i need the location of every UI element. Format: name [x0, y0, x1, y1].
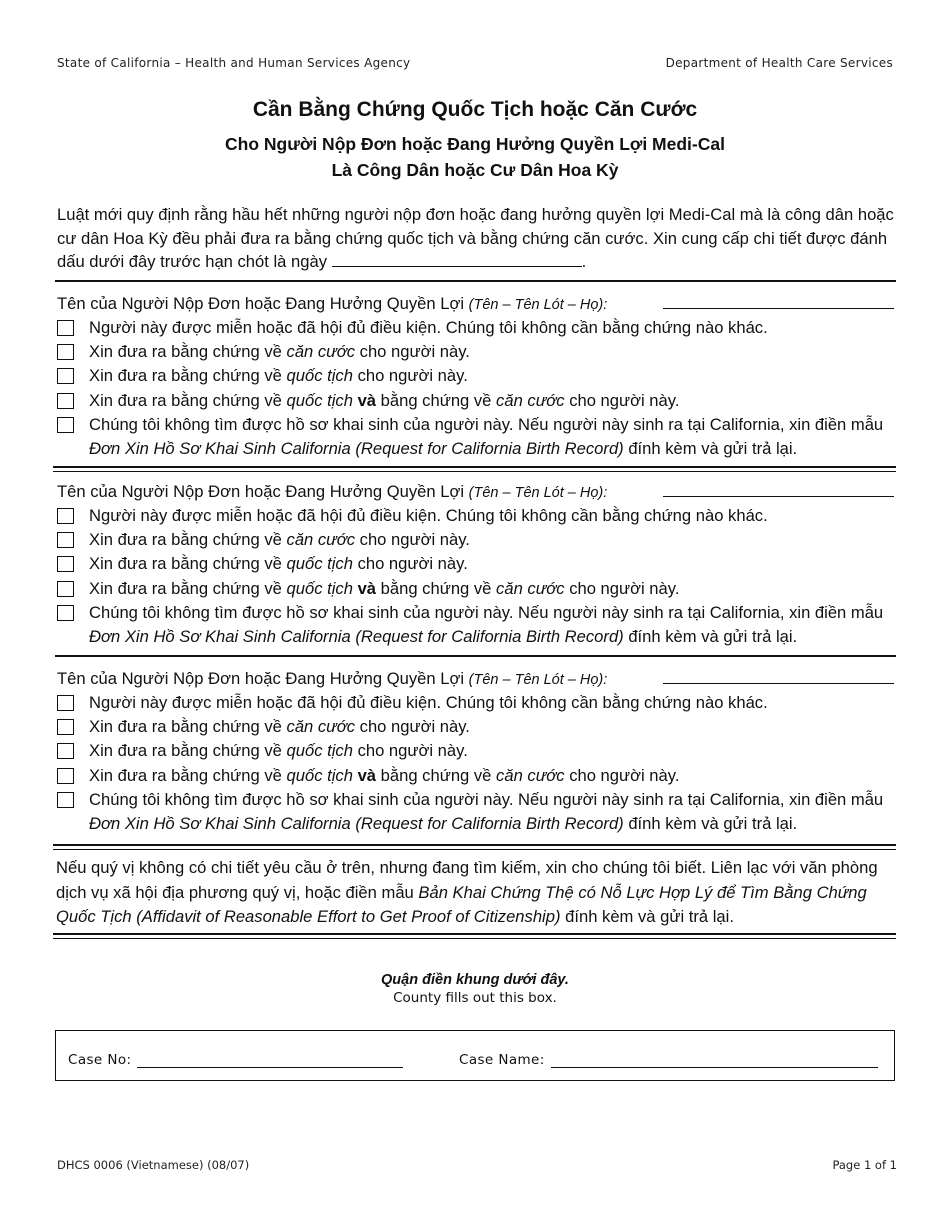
- option-text: Xin đưa ra bằng chứng về: [89, 554, 282, 574]
- applicant-name-hint: (Tên – Tên Lót – Họ):: [468, 485, 608, 501]
- option-bold: và: [357, 765, 377, 785]
- county-instruction-vi: Quận điền khung dưới đây.: [381, 972, 569, 988]
- option-emphasis: quốc tịch: [286, 554, 353, 574]
- option-text: bằng chứng về: [380, 578, 492, 598]
- case-no-field[interactable]: [137, 1067, 403, 1068]
- option-text: cho người này.: [357, 554, 468, 574]
- option-emphasis: quốc tịch: [286, 765, 353, 785]
- checkbox-identity[interactable]: [57, 532, 74, 548]
- checkbox-exempt[interactable]: [57, 508, 74, 524]
- option-text: Xin đưa ra bằng chứng về: [89, 741, 282, 761]
- option-text: cho người này.: [359, 717, 470, 737]
- option-identity: [57, 528, 907, 552]
- option-text: Xin đưa ra bằng chứng về: [89, 390, 282, 410]
- checkbox-birth-record[interactable]: [57, 417, 74, 433]
- option-emphasis: Đơn Xin Hồ Sơ Khai Sinh California (Request for California Birth Record): [89, 627, 624, 647]
- option-exempt: [57, 504, 907, 528]
- page-title: Cần Bằng Chứng Quốc Tịch hoặc Căn Cước: [252, 98, 698, 121]
- option-text: Xin đưa ra bằng chứng về: [89, 717, 282, 737]
- applicant-name-label: Tên của Người Nộp Đơn hoặc Đang Hưởng Quyền Lợi: [57, 294, 465, 313]
- option-exempt-label: Người này được miễn hoặc đã hội đủ điều kiện. Chúng tôi không cần bằng chứng nào khác.: [89, 318, 768, 337]
- option-text: cho người này.: [569, 765, 680, 785]
- option-birth-record: [57, 413, 907, 461]
- county-case-box: [55, 1030, 895, 1081]
- option-birth-record: [57, 788, 907, 836]
- applicant-name-field[interactable]: [663, 683, 894, 684]
- checkbox-identity[interactable]: [57, 344, 74, 360]
- section-divider: [53, 466, 896, 472]
- applicant-name-label: Tên của Người Nộp Đơn hoặc Đang Hưởng Quyền Lợi: [57, 669, 465, 688]
- option-text: bằng chứng về: [380, 765, 492, 785]
- page-number: Page 1 of 1: [832, 1158, 897, 1172]
- option-text: đính kèm và gửi trả lại.: [628, 814, 798, 834]
- option-text: Xin đưa ra bằng chứng về: [89, 342, 282, 362]
- option-text: đính kèm và gửi trả lại.: [628, 627, 798, 647]
- affidavit-form-name: Bản Khai Chứng Thệ có Nỗ Lực Hợp Lý để Tìm Bằng Chứng Quốc Tịch (Affidavit of Reasonable Effort to Get Proof of Citizenship): [56, 882, 867, 926]
- closing-paragraph: [56, 856, 906, 930]
- option-text: Xin đưa ra bằng chứng về: [89, 578, 282, 598]
- applicant-name-hint: (Tên – Tên Lót – Họ):: [468, 672, 608, 688]
- intro-end: .: [581, 252, 587, 271]
- option-text: cho người này.: [359, 530, 470, 550]
- applicant-section-3: [57, 667, 907, 836]
- option-emphasis: quốc tịch: [286, 741, 353, 761]
- intro-text: Luật mới quy định rằng hầu hết những người nộp đơn hoặc đang hưởng quyền lợi Medi-Cal mà là công dân hoặc cư dân Hoa Kỳ đều phải đưa ra bằng chứng quốc tịch và bằng chứng căn cước. Xin cung cấp chi tiết được đánh dấu dưới đây trước hạn chót là ngày: [57, 205, 894, 271]
- option-emphasis: căn cước: [496, 578, 565, 598]
- case-name-label: Case Name:: [459, 1052, 545, 1068]
- option-emphasis: quốc tịch: [286, 578, 353, 598]
- option-text: Xin đưa ra bằng chứng về: [89, 530, 282, 550]
- applicant-name-field[interactable]: [663, 308, 894, 309]
- option-exempt-label: Người này được miễn hoặc đã hội đủ điều kiện. Chúng tôi không cần bằng chứng nào khác.: [89, 693, 768, 712]
- case-name-field[interactable]: [551, 1067, 878, 1068]
- checkbox-birth-record[interactable]: [57, 605, 74, 621]
- option-text: Chúng tôi không tìm được hồ sơ khai sinh của người này. Nếu người này sinh ra tại California, xin điền mẫu: [89, 414, 884, 434]
- option-emphasis: Đơn Xin Hồ Sơ Khai Sinh California (Request for California Birth Record): [89, 439, 624, 459]
- option-emphasis: căn cước: [496, 390, 565, 410]
- applicant-section-2: [57, 480, 907, 649]
- closing-text-end: đính kèm và gửi trả lại.: [565, 907, 734, 926]
- option-citizenship: [57, 739, 907, 763]
- deadline-date-field[interactable]: [332, 252, 582, 267]
- checkbox-citizenship[interactable]: [57, 556, 74, 572]
- checkbox-exempt[interactable]: [57, 695, 74, 711]
- option-emphasis: quốc tịch: [286, 390, 353, 410]
- department-header: Department of Health Care Services: [665, 56, 893, 70]
- checkbox-citizenship-and-identity[interactable]: [57, 581, 74, 597]
- checkbox-citizenship[interactable]: [57, 368, 74, 384]
- applicant-name-field[interactable]: [663, 496, 894, 497]
- section-divider: [55, 655, 896, 657]
- option-citizenship-and-identity: [57, 389, 907, 413]
- option-text: cho người này.: [569, 578, 680, 598]
- option-exempt-label: Người này được miễn hoặc đã hội đủ điều kiện. Chúng tôi không cần bằng chứng nào khác.: [89, 506, 768, 525]
- option-emphasis: căn cước: [286, 530, 356, 550]
- option-citizenship-and-identity: [57, 577, 907, 601]
- checkbox-citizenship-and-identity[interactable]: [57, 393, 74, 409]
- form-id: DHCS 0006 (Vietnamese) (08/07): [57, 1158, 250, 1172]
- closing-text: Nếu quý vị không có chi tiết yêu cầu ở trên, nhưng đang tìm kiếm, xin cho chúng tôi biết. Liên lạc với văn phòng dịch vụ xã hội địa phương quý vị, hoặc điền mẫu: [56, 858, 878, 902]
- option-emphasis: Đơn Xin Hồ Sơ Khai Sinh California (Request for California Birth Record): [89, 814, 624, 834]
- option-emphasis: căn cước: [496, 765, 565, 785]
- county-instruction-en: County fills out this box.: [393, 990, 557, 1006]
- option-text: bằng chứng về: [380, 390, 492, 410]
- option-exempt: [57, 691, 907, 715]
- option-citizenship-and-identity: [57, 764, 907, 788]
- intro-paragraph: [57, 203, 897, 274]
- option-text: Chúng tôi không tìm được hồ sơ khai sinh của người này. Nếu người này sinh ra tại California, xin điền mẫu: [89, 602, 884, 622]
- option-exempt: [57, 316, 907, 340]
- agency-header: State of California – Health and Human Services Agency: [57, 56, 411, 70]
- page-subtitle-2: Là Công Dân hoặc Cư Dân Hoa Kỳ: [331, 160, 619, 180]
- option-emphasis: căn cước: [286, 342, 356, 362]
- option-bold: và: [357, 390, 377, 410]
- option-citizenship: [57, 364, 907, 388]
- case-no-label: Case No:: [68, 1052, 132, 1068]
- applicant-name-label: Tên của Người Nộp Đơn hoặc Đang Hưởng Quyền Lợi: [57, 482, 465, 501]
- section-divider: [53, 844, 896, 850]
- checkbox-birth-record[interactable]: [57, 792, 74, 808]
- option-emphasis: căn cước: [286, 717, 356, 737]
- option-text: cho người này.: [359, 342, 470, 362]
- option-identity: [57, 715, 907, 739]
- applicant-name-row: [57, 292, 907, 316]
- option-emphasis: quốc tịch: [286, 366, 353, 386]
- option-text: Xin đưa ra bằng chứng về: [89, 765, 282, 785]
- checkbox-identity[interactable]: [57, 719, 74, 735]
- option-birth-record: [57, 601, 907, 649]
- option-text: Xin đưa ra bằng chứng về: [89, 366, 282, 386]
- section-divider: [55, 280, 896, 282]
- checkbox-citizenship-and-identity[interactable]: [57, 768, 74, 784]
- applicant-name-hint: (Tên – Tên Lót – Họ):: [468, 297, 608, 313]
- option-text: cho người này.: [569, 390, 680, 410]
- applicant-section-1: [57, 292, 907, 461]
- option-text: Chúng tôi không tìm được hồ sơ khai sinh của người này. Nếu người này sinh ra tại California, xin điền mẫu: [89, 789, 884, 809]
- checkbox-exempt[interactable]: [57, 320, 74, 336]
- option-text: cho người này.: [357, 366, 468, 386]
- page-subtitle-1: Cho Người Nộp Đơn hoặc Đang Hưởng Quyền Lợi Medi-Cal: [225, 134, 725, 154]
- applicant-name-row: [57, 667, 907, 691]
- option-bold: và: [357, 578, 377, 598]
- option-citizenship: [57, 552, 907, 576]
- checkbox-citizenship[interactable]: [57, 743, 74, 759]
- applicant-name-row: [57, 480, 907, 504]
- option-text: cho người này.: [357, 741, 468, 761]
- option-identity: [57, 340, 907, 364]
- option-text: đính kèm và gửi trả lại.: [628, 439, 798, 459]
- section-divider: [53, 933, 896, 939]
